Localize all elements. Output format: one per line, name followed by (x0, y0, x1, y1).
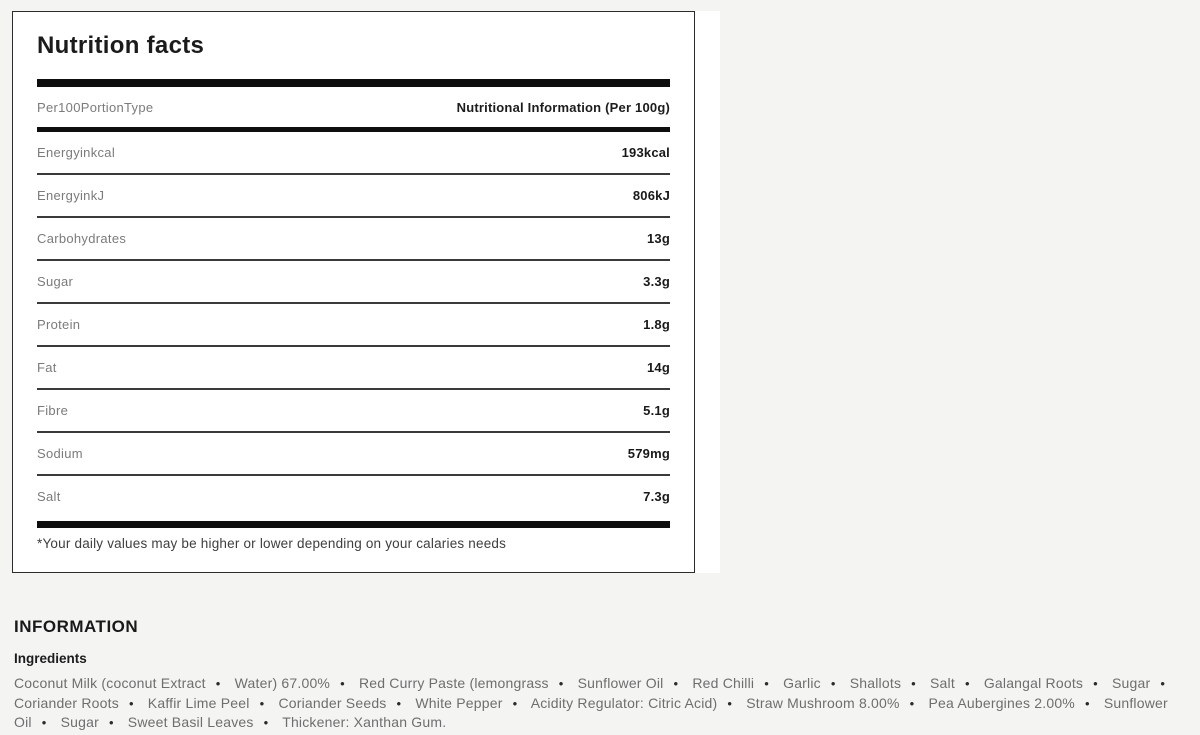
nutrient-value: 806kJ (632, 188, 670, 203)
ingredient-name: Sweet Basil Leaves (127, 714, 254, 730)
ingredient-item (278, 695, 411, 711)
ingredient-name: Sunflower Oil (14, 694, 1168, 730)
nutrient-label: Salt (37, 489, 61, 504)
nutrient-value: 14g (646, 360, 670, 375)
header-left-label: Per100PortionType (37, 99, 154, 115)
ingredient-name: Acidity Regulator: Citric Acid) (530, 694, 718, 711)
ingredient-separator: • (128, 695, 134, 711)
nutrition-row (37, 218, 670, 261)
ingredient-item (128, 714, 279, 730)
ingredient-separator: • (911, 676, 916, 691)
ingredient-name: Red Chilli (692, 675, 755, 691)
ingredient-item (930, 675, 980, 691)
ingredients-list (14, 674, 1192, 733)
ingredient-name: Coriander Roots (14, 694, 119, 711)
ingredient-separator: • (727, 695, 733, 711)
ingredient-item (746, 695, 924, 711)
top-divider-bar (37, 79, 670, 87)
ingredient-item (359, 675, 574, 691)
nutrient-label: Protein (37, 317, 81, 332)
ingredient-separator: • (1084, 695, 1090, 711)
nutrition-row (37, 390, 670, 433)
information-heading: INFORMATION (14, 617, 139, 636)
ingredient-separator: • (764, 676, 770, 691)
ingredient-item (282, 714, 446, 730)
ingredient-item (1112, 675, 1175, 691)
nutrient-value: 193kcal (621, 145, 670, 160)
ingredient-separator: • (558, 676, 564, 691)
nutrition-row (37, 433, 670, 476)
ingredient-name: Shallots (849, 675, 902, 691)
nutrition-row (37, 132, 670, 175)
nutrition-header-row (37, 87, 670, 127)
ingredient-separator: • (108, 715, 114, 730)
ingredient-name: Coriander Seeds (278, 694, 387, 711)
information-section (14, 617, 1192, 733)
ingredient-separator: • (41, 715, 47, 730)
ingredient-item (531, 695, 742, 711)
ingredient-separator: • (259, 695, 265, 711)
nutrient-value: 7.3g (643, 489, 670, 504)
ingredient-item (14, 695, 144, 711)
nutrient-label: Fibre (37, 403, 69, 418)
ingredient-item (850, 675, 926, 691)
nutrient-label: Sodium (37, 446, 83, 461)
ingredient-separator: • (909, 695, 915, 711)
daily-values-footnote: *Your daily values may be higher or lower depending on your calaries needs (37, 536, 507, 551)
nutrient-value: 3.3g (643, 274, 670, 289)
ingredient-name: Sugar (1111, 675, 1151, 691)
ingredient-item (578, 675, 689, 691)
ingredient-name: Coconut Milk (coconut Extract (14, 675, 206, 691)
nutrition-row (37, 347, 670, 390)
bottom-divider-bar (37, 521, 670, 528)
nutrient-label: Carbohydrates (37, 231, 127, 246)
nutrition-row (37, 476, 670, 517)
ingredient-separator: • (830, 676, 836, 691)
ingredient-separator: • (1160, 676, 1166, 691)
ingredient-item (692, 675, 779, 691)
ingredients-subheading: Ingredients (14, 651, 87, 666)
ingredient-name: White Pepper (415, 694, 503, 711)
ingredient-item (929, 695, 1100, 711)
ingredient-name: Water) 67.00% (234, 675, 331, 691)
ingredient-name: Salt (930, 675, 955, 691)
ingredient-item (148, 695, 275, 711)
nutrition-row (37, 304, 670, 347)
nutrition-panel (12, 11, 720, 573)
ingredient-name: Galangal Roots (983, 675, 1084, 691)
nutrient-label: Energyinkcal (37, 145, 116, 160)
ingredient-item (61, 714, 124, 730)
nutrient-label: EnergyinkJ (37, 188, 105, 203)
ingredient-item (415, 695, 527, 711)
nutrient-label: Fat (37, 360, 57, 375)
ingredient-name: Sugar (60, 714, 99, 730)
ingredient-item (14, 675, 231, 691)
nutrition-row (37, 261, 670, 304)
ingredient-name: Sunflower Oil (577, 675, 664, 691)
ingredient-separator: • (964, 676, 970, 691)
ingredient-separator: • (263, 715, 269, 730)
header-right-label: Nutritional Information (Per 100g) (456, 99, 670, 115)
ingredient-separator: • (673, 676, 679, 691)
ingredient-name: Straw Mushroom 8.00% (746, 694, 900, 711)
ingredient-name: Pea Aubergines 2.00% (928, 694, 1075, 711)
ingredient-separator: • (1093, 676, 1098, 691)
ingredient-name: Kaffir Lime Peel (147, 694, 250, 711)
ingredient-separator: • (512, 695, 518, 711)
ingredient-name: Thickener: Xanthan Gum. (282, 714, 447, 730)
nutrition-table (37, 132, 670, 517)
nutrition-row (37, 175, 670, 218)
ingredient-item (783, 675, 846, 691)
ingredient-item (984, 675, 1108, 691)
nutrient-value: 13g (646, 231, 670, 246)
nutrition-facts-card (12, 11, 695, 573)
nutrient-label: Sugar (37, 274, 74, 289)
nutrition-title: Nutrition facts (37, 32, 205, 59)
ingredient-separator: • (340, 676, 345, 691)
ingredient-name: Red Curry Paste (lemongrass (358, 675, 549, 691)
nutrient-value: 1.8g (643, 317, 670, 332)
ingredient-separator: • (396, 695, 402, 711)
nutrient-value: 579mg (627, 446, 670, 461)
ingredient-item (235, 675, 355, 691)
nutrient-value: 5.1g (643, 403, 670, 418)
ingredient-separator: • (215, 676, 221, 691)
ingredient-name: Garlic (783, 675, 821, 691)
